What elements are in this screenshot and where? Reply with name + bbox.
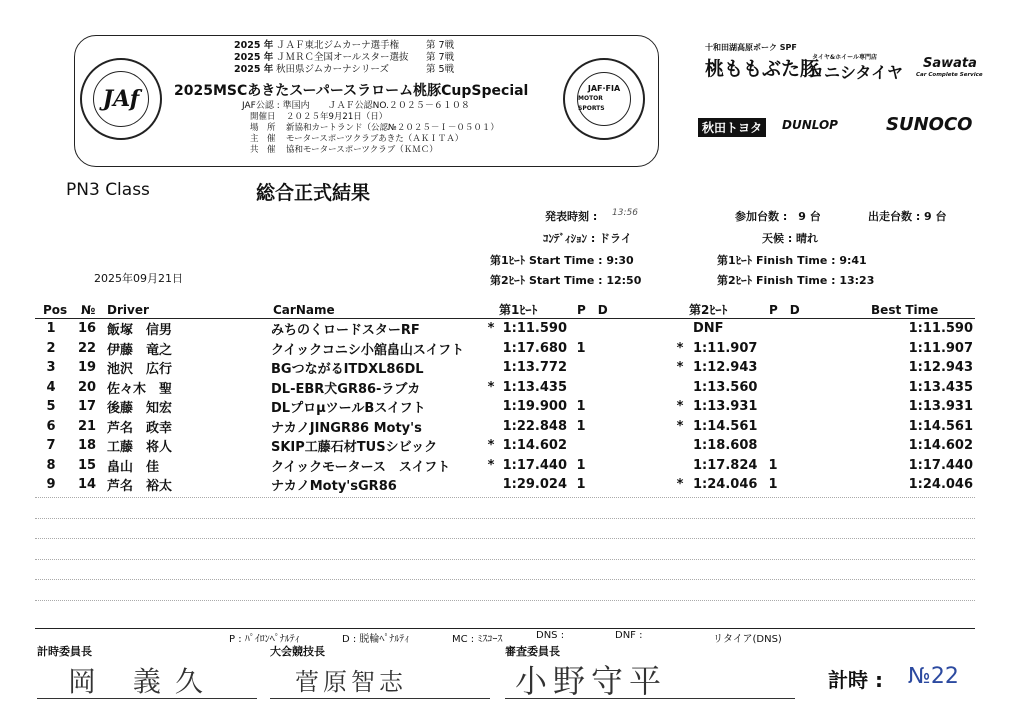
row-heat1-time: 1:19.900 (502, 399, 567, 415)
steward-signature: 小野守平 (515, 662, 668, 700)
row-heat1-best-mark: * (487, 379, 495, 395)
row-heat1-pylon: 1 (576, 477, 586, 493)
row-heat2-wheel (783, 397, 871, 417)
col-pd2: P D (763, 301, 871, 319)
row-best-time: 1:14.561 (908, 418, 974, 434)
starters-count: 出走台数 : 9 台 (868, 210, 947, 223)
chief-official-label: 大会競技長 (270, 645, 325, 658)
row-driver: 工藤 将人 (107, 440, 173, 456)
table-row (35, 475, 975, 495)
row-heat2-wheel (783, 456, 871, 476)
row-heat1-best-mark: * (487, 457, 495, 473)
table-row (35, 358, 975, 378)
row-heat1-pylon: 1 (576, 418, 586, 434)
row-driver: 後藤 知宏 (107, 401, 173, 417)
row-heat2-best-mark: * (676, 399, 684, 415)
col-driver: Driver (107, 301, 271, 319)
row-heat1-pylon: 1 (576, 399, 586, 415)
jaf-seal-logo (80, 58, 162, 140)
series-line: 2025 年 秋田県ジムカーナシリーズ 第 5戦 (234, 64, 455, 75)
row-heat1-best-mark: * (487, 438, 495, 454)
row-heat2-wheel (783, 358, 871, 378)
row-heat1-wheel (591, 358, 671, 378)
row-heat1-wheel (591, 339, 671, 359)
col-heat2: 第2ﾋｰﾄ (689, 301, 763, 319)
legend-wheel-off: D : 脱輪ﾍﾟﾅﾙﾃｨ (342, 634, 410, 645)
row-car: みちのくロードスターRF (271, 323, 420, 339)
row-heat2-pylon: 1 (768, 457, 778, 473)
row-heat1-pylon (571, 378, 591, 398)
sponsor-sawata-logo: Sawata (923, 56, 977, 71)
row-heat2-wheel (783, 378, 871, 398)
info-organizer: 主 催 モータースポーツクラブあきた（ＡＫＩＴＡ） (250, 134, 464, 144)
weather-label: 天候 : 晴れ (762, 232, 819, 245)
legend-miscourse: MC : ﾐｽｺｰｽ (452, 634, 503, 645)
timing-number-value: №22 (908, 664, 959, 689)
row-heat2-pylon (763, 436, 783, 456)
heat1-finish-time: 第1ﾋｰﾄ Finish Time : 9:41 (717, 254, 867, 267)
col-pd1: P D (571, 301, 671, 319)
row-heat1-wheel (591, 417, 671, 437)
club-seal-mid-text: MOTOR SPORTS (578, 95, 605, 112)
row-pos: 5 (46, 399, 56, 415)
row-heat2-best-mark (671, 319, 689, 339)
row-heat1-best-mark (483, 339, 499, 359)
row-heat1-pylon (571, 319, 591, 339)
doc-title: 総合正式結果 (256, 182, 371, 204)
row-heat1-time: 1:13.772 (502, 360, 567, 376)
table-row (35, 456, 975, 476)
club-seal-logo (563, 58, 645, 140)
table-row (35, 319, 975, 339)
row-no: 16 (77, 321, 97, 337)
row-heat2-time: 1:12.943 (693, 360, 758, 376)
club-seal-center (577, 72, 631, 126)
row-heat2-pylon (763, 358, 783, 378)
row-best-time: 1:13.435 (908, 379, 974, 395)
row-heat2-best-mark (671, 436, 689, 456)
blank-row-rules (35, 497, 975, 620)
row-heat2-wheel (783, 475, 871, 495)
row-heat2-wheel (783, 436, 871, 456)
row-heat1-wheel (591, 475, 671, 495)
row-heat1-time: 1:14.602 (502, 438, 567, 454)
row-car: BGつながるITDXL86DL (271, 362, 424, 378)
chief-official-signature: 菅原智志 (295, 668, 407, 696)
row-car: DL-EBR犬GR86-ラブカ (271, 381, 421, 397)
jaf-seal-center: JAf (93, 71, 149, 127)
row-driver: 芦名 裕太 (107, 479, 173, 495)
row-heat2-pylon (763, 397, 783, 417)
heat1-start-time: 第1ﾋｰﾄ Start Time : 9:30 (490, 254, 634, 267)
row-pos: 8 (46, 457, 56, 473)
row-driver: 芦名 政幸 (107, 420, 173, 436)
row-heat1-best-mark (483, 475, 499, 495)
info-date: 開催日 ２０２５年9月21日（日） (250, 112, 388, 122)
row-heat2-wheel (783, 417, 871, 437)
publish-value: 13:56 (612, 208, 638, 218)
row-pos: 1 (46, 321, 56, 337)
table-row (35, 417, 975, 437)
sponsor-spf-small: 十和田湖高原ポーク SPF (705, 43, 797, 52)
row-car: クイックモータース スイフト (271, 459, 451, 475)
row-pos: 9 (46, 477, 56, 493)
sponsor-konishi-small: タイヤ&ホイール専門店 (812, 54, 877, 61)
row-heat2-pylon (763, 319, 783, 339)
row-heat2-best-mark: * (676, 477, 684, 493)
series-line: 2025 年 ＪＡＦ東北ジムカーナ選手権 第 7戦 (234, 40, 455, 51)
row-heat2-best-mark: * (676, 340, 684, 356)
info-co-organizer: 共 催 協和モータースポーツクラブ（ＫＭＣ） (250, 145, 438, 155)
series-line: 2025 年 ＪＭＲＣ全国オールスター選抜 第 7戦 (234, 52, 455, 63)
row-heat2-time: 1:14.561 (693, 418, 758, 434)
row-heat2-best-mark: * (676, 360, 684, 376)
row-heat1-best-mark (483, 358, 499, 378)
event-info (250, 112, 499, 156)
heat2-finish-time: 第2ﾋｰﾄ Finish Time : 13:23 (717, 274, 875, 287)
info-venue: 場 所 新協和カートランド（公認№２０２５－Ｉ－０５０１） (250, 123, 499, 133)
col-no: № (67, 301, 107, 319)
row-heat2-time: 1:18.608 (693, 438, 758, 454)
row-heat2-wheel (783, 319, 871, 339)
row-heat1-time: 1:17.680 (502, 340, 567, 356)
row-pos: 6 (46, 418, 56, 434)
heat2-start-time: 第2ﾋｰﾄ Start Time : 12:50 (490, 274, 642, 287)
row-no: 20 (77, 379, 97, 395)
sponsor-sawata-sub: Car Complete Service (916, 72, 983, 78)
row-heat2-time: DNF (693, 321, 724, 337)
row-heat1-pylon (571, 436, 591, 456)
sponsor-dunlop-logo: DUNLOP (782, 118, 838, 132)
row-heat2-pylon: 1 (768, 477, 778, 493)
table-row (35, 339, 975, 359)
row-pos: 3 (46, 360, 56, 376)
row-heat2-pylon (763, 339, 783, 359)
row-heat2-wheel (783, 339, 871, 359)
row-car: クイックコニシ小舘畠山スイフト (271, 342, 465, 358)
row-car: ナカノJINGR86 Moty's (271, 420, 422, 436)
sponsor-sunoco-logo: SUNOCO (886, 114, 973, 135)
row-no: 17 (77, 399, 97, 415)
class-label: PN3 Class (66, 180, 150, 200)
publish-label: 発表時刻 : (545, 210, 598, 223)
row-heat1-wheel (591, 378, 671, 398)
row-no: 22 (77, 340, 97, 356)
row-heat1-wheel (591, 456, 671, 476)
table-row (35, 436, 975, 456)
row-heat1-best-mark (483, 397, 499, 417)
legend-divider (35, 628, 975, 629)
event-title: 2025MSCあきたスーパースラローム桃豚CupSpecial (174, 83, 529, 99)
row-heat2-time: 1:13.931 (693, 399, 758, 415)
row-no: 19 (77, 360, 97, 376)
row-heat1-pylon: 1 (576, 340, 586, 356)
row-best-time: 1:11.590 (908, 321, 974, 337)
row-heat2-best-mark (671, 456, 689, 476)
row-heat2-time: 1:11.907 (693, 340, 758, 356)
col-best: Best Time (871, 301, 975, 319)
row-heat1-time: 1:11.590 (502, 321, 567, 337)
row-best-time: 1:17.440 (908, 457, 974, 473)
col-heat1: 第1ﾋｰﾄ (499, 301, 571, 319)
sponsor-momobuta-logo: 桃ももぶた豚 (705, 58, 820, 80)
row-best-time: 1:11.907 (908, 340, 974, 356)
col-pos: Pos (35, 301, 67, 319)
row-heat2-pylon (763, 378, 783, 398)
row-heat1-wheel (591, 397, 671, 417)
legend-dns: DNS : (536, 630, 565, 641)
row-driver: 畠山 佳 (107, 459, 160, 475)
row-best-time: 1:12.943 (908, 360, 974, 376)
row-car: ナカノMoty'sGR86 (271, 479, 397, 495)
row-heat2-time: 1:13.560 (693, 379, 758, 395)
table-header-row (35, 301, 975, 319)
timing-chief-label: 計時委員長 (37, 645, 92, 658)
row-heat1-time: 1:29.024 (502, 477, 567, 493)
row-best-time: 1:13.931 (908, 399, 974, 415)
table-row (35, 378, 975, 398)
legend-dnf: DNF : (615, 630, 643, 641)
row-no: 14 (77, 477, 97, 493)
row-pos: 4 (46, 379, 56, 395)
row-pos: 2 (46, 340, 56, 356)
row-heat1-time: 1:22.848 (502, 418, 567, 434)
legend-retire: リタイア(DNS) (713, 634, 782, 645)
row-heat2-time: 1:24.046 (693, 477, 758, 493)
condition-label: ｺﾝﾃﾞｨｼｮﾝ : ドライ (543, 232, 632, 245)
row-heat2-best-mark: * (676, 418, 684, 434)
entries-count: 参加台数 : 9 台 (735, 210, 821, 223)
row-driver: 伊藤 竜之 (107, 342, 173, 358)
sponsor-konishi-logo: コニシタイヤ (808, 63, 904, 82)
legend-pylon: P : ﾊﾟｲﾛﾝﾍﾟﾅﾙﾃｨ (229, 634, 300, 645)
row-pos: 7 (46, 438, 56, 454)
row-heat1-wheel (591, 319, 671, 339)
row-no: 15 (77, 457, 97, 473)
row-heat1-pylon: 1 (576, 457, 586, 473)
row-heat1-time: 1:17.440 (502, 457, 567, 473)
sponsor-akita-toyota-logo: 秋田トヨタ (698, 118, 766, 137)
row-heat1-wheel (591, 436, 671, 456)
timing-number-label: 計時 : (828, 668, 883, 692)
col-car: CarName (271, 301, 483, 319)
row-driver: 佐々木 聖 (107, 381, 173, 397)
row-driver: 飯塚 信男 (107, 323, 173, 339)
row-heat1-time: 1:13.435 (502, 379, 567, 395)
row-heat2-time: 1:17.824 (693, 457, 758, 473)
steward-label: 審査委員長 (505, 645, 560, 658)
result-date: 2025年09月21日 (94, 272, 183, 285)
table-row (35, 397, 975, 417)
row-best-time: 1:14.602 (908, 438, 974, 454)
timing-chief-signature: 岡 義久 (68, 665, 217, 698)
row-car: DLプロμツールBスイフト (271, 401, 426, 417)
row-no: 18 (77, 438, 97, 454)
results-table (35, 301, 975, 495)
row-best-time: 1:24.046 (908, 477, 974, 493)
permit-line: JAF公認 : 準国内 ＪＡＦ公認NO.２０２５－６１０８ (242, 101, 470, 111)
row-heat2-best-mark (671, 378, 689, 398)
series-list (234, 40, 454, 76)
row-driver: 池沢 広行 (107, 362, 173, 378)
row-heat1-best-mark: * (487, 321, 495, 337)
row-heat2-pylon (763, 417, 783, 437)
row-no: 21 (77, 418, 97, 434)
row-heat1-best-mark (483, 417, 499, 437)
row-car: SKIP工藤石材TUSシビック (271, 440, 438, 456)
row-heat1-pylon (571, 358, 591, 378)
club-seal-top-text: JAF·FIA (587, 84, 621, 93)
